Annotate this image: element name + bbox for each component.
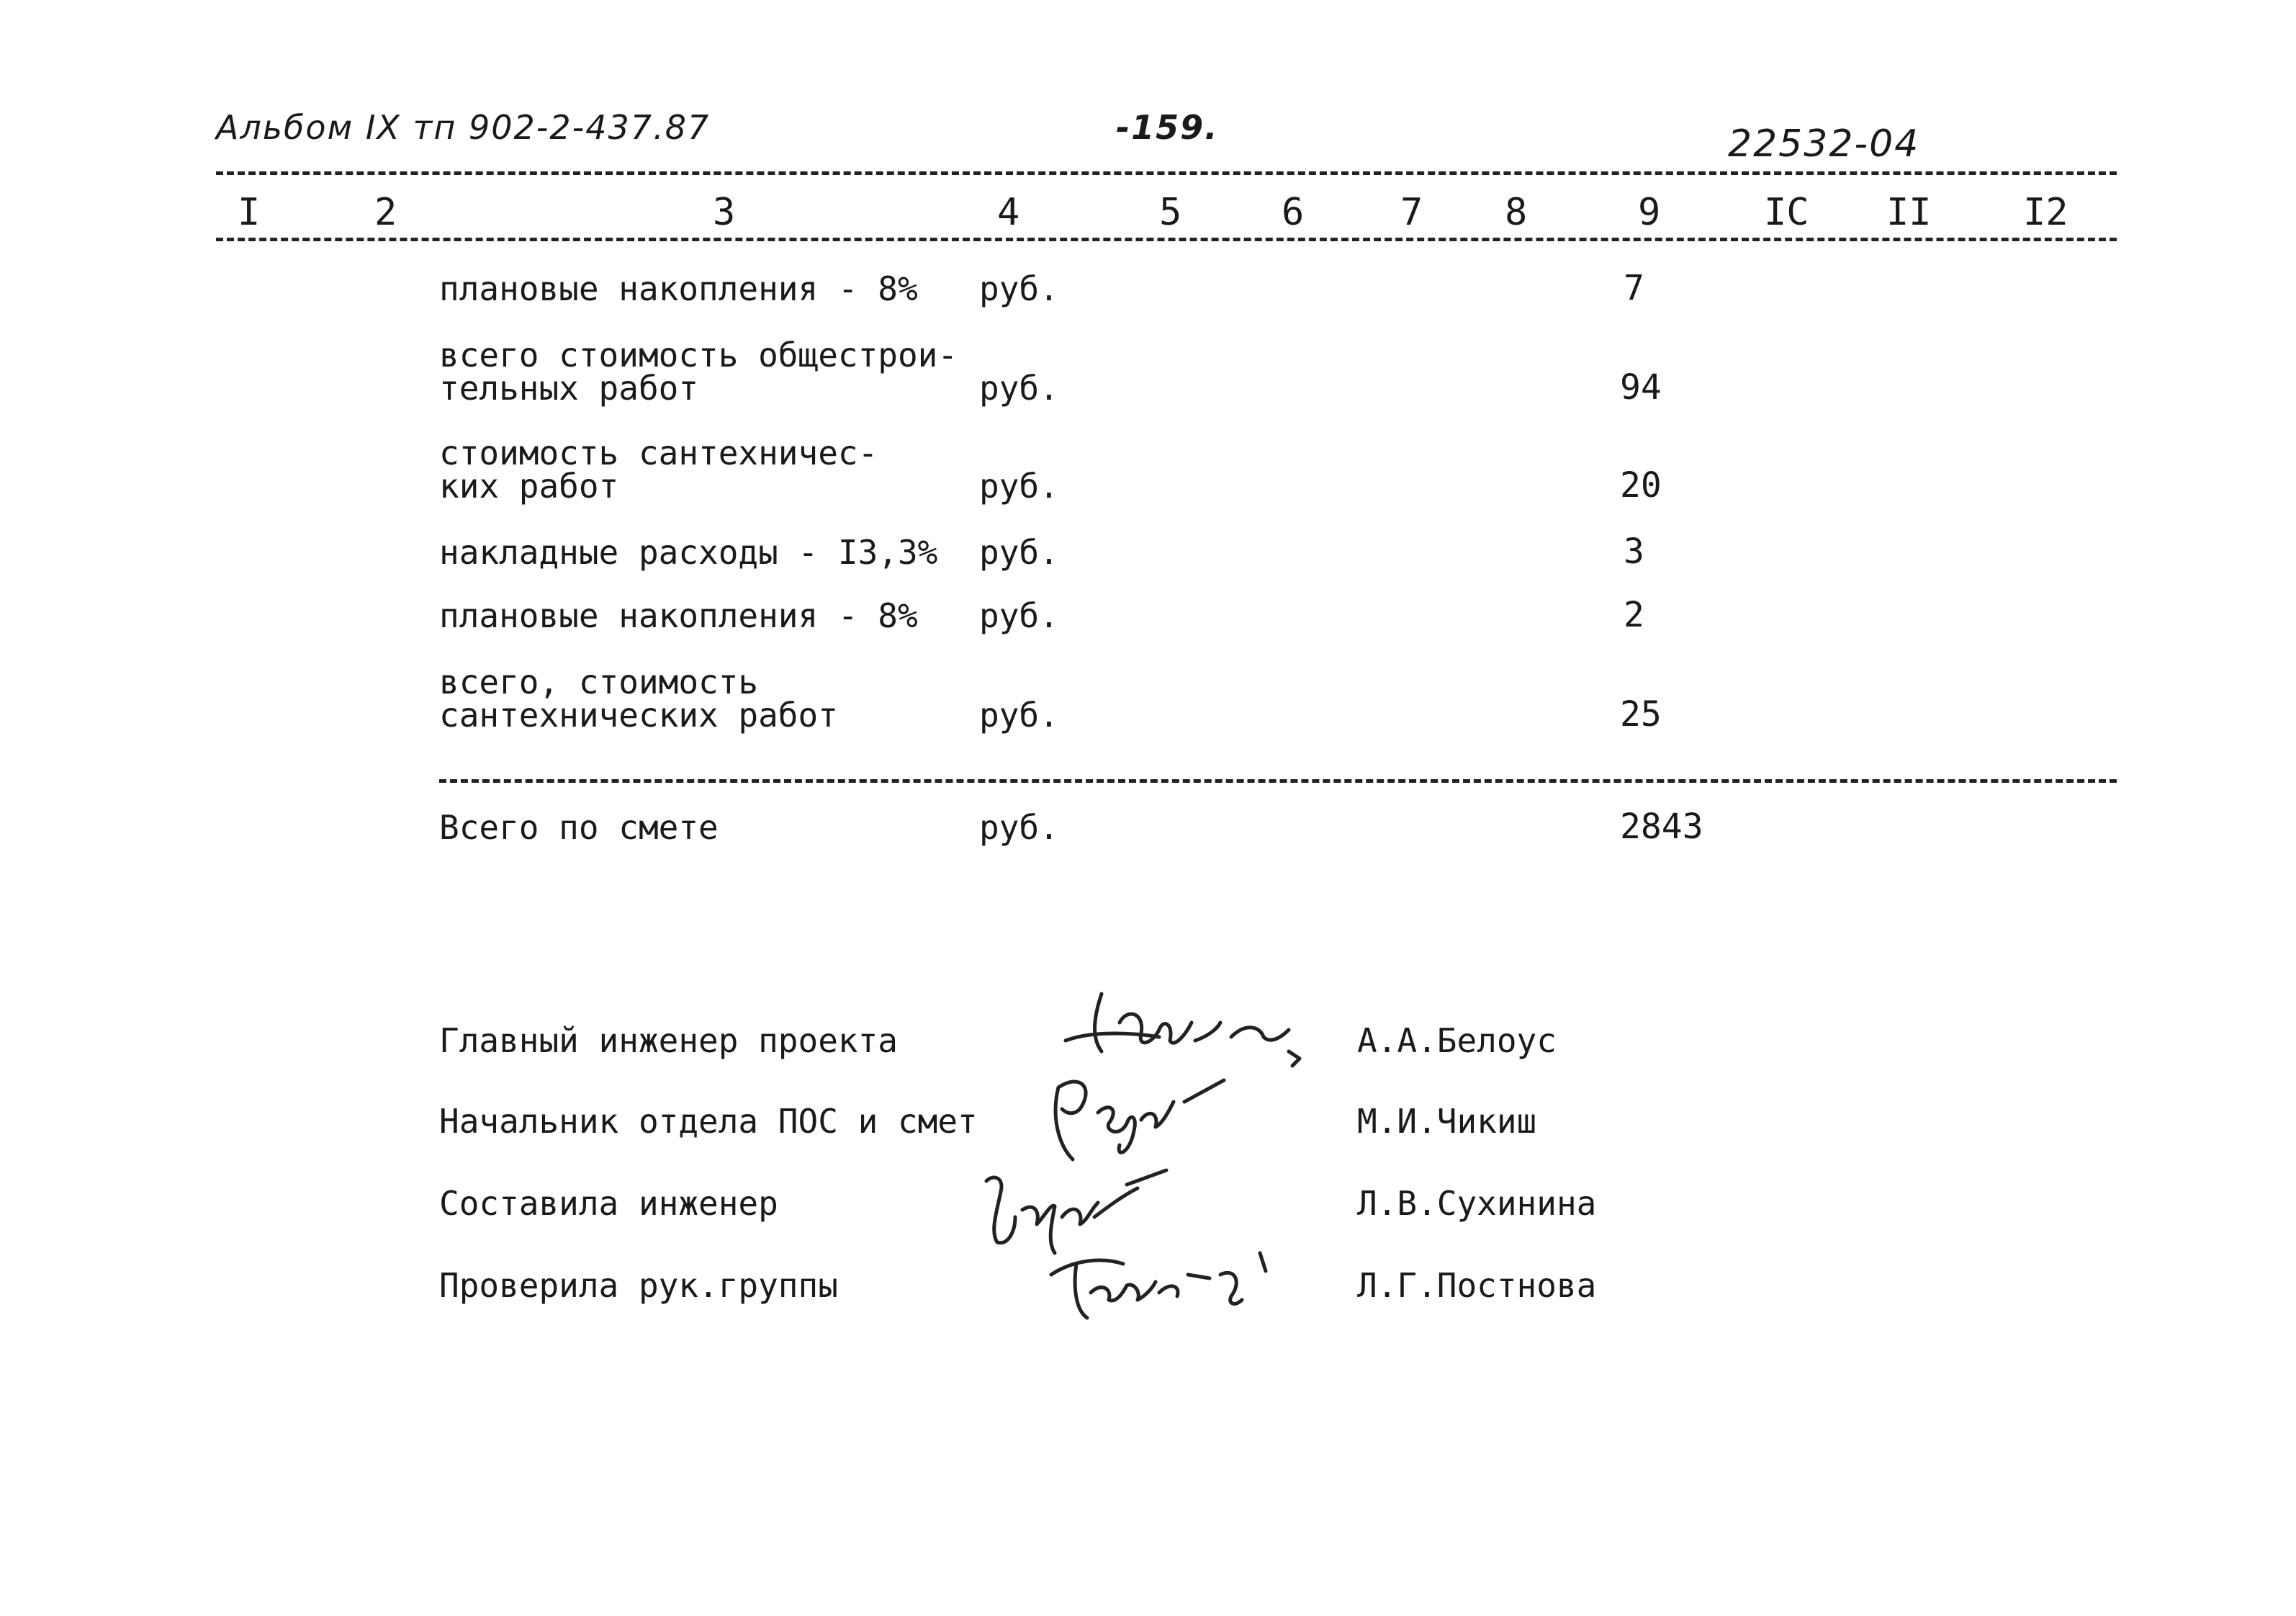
row-value: 7 xyxy=(1624,268,1644,308)
column-number: 9 xyxy=(1638,191,1661,234)
column-number: 7 xyxy=(1400,191,1423,234)
row-unit: руб. xyxy=(979,696,1059,735)
column-number: 2 xyxy=(374,191,397,234)
row-value: 2 xyxy=(1624,595,1644,635)
column-number: 6 xyxy=(1282,191,1305,234)
row-unit: руб. xyxy=(979,533,1059,572)
row-unit: руб. xyxy=(979,467,1059,506)
signer-name: М.И.Чикиш xyxy=(1357,1102,1537,1141)
signer-role: Проверила рук.группы xyxy=(439,1266,838,1305)
total-description: Всего по смете xyxy=(439,808,719,847)
document-code: 22532-04 xyxy=(1728,122,1920,166)
row-unit: руб. xyxy=(979,369,1059,408)
column-number: 4 xyxy=(997,191,1020,234)
signer-role: Составила инженер xyxy=(439,1184,778,1223)
signer-role: Начальник отдела ПОС и смет xyxy=(439,1102,978,1141)
page-number: -159. xyxy=(1116,108,1219,147)
total-separator xyxy=(439,779,2117,783)
row-description: накладные расходы - I3,3% xyxy=(439,533,938,572)
column-number: I xyxy=(238,191,261,234)
total-unit: руб. xyxy=(979,808,1059,847)
signer-name: А.А.Белоус xyxy=(1357,1021,1557,1060)
column-number: 3 xyxy=(713,191,736,234)
album-label: Альбом IX тп 902-2-437.87 xyxy=(216,108,711,147)
header-top-rule xyxy=(216,171,2117,175)
column-number: I2 xyxy=(2023,191,2068,234)
row-description: плановые накопления - 8% xyxy=(439,596,918,635)
row-description: всего стоимость общестрои- xyxy=(439,336,958,374)
row-description: тельных работ xyxy=(439,369,699,408)
row-unit: руб. xyxy=(979,596,1059,635)
signer-role: Главный инженер проекта xyxy=(439,1021,898,1060)
row-value: 25 xyxy=(1620,694,1662,735)
total-value: 2843 xyxy=(1620,807,1703,847)
row-description: сантехнических работ xyxy=(439,696,838,735)
signer-name: Л.В.Сухинина xyxy=(1357,1184,1597,1223)
column-number: 5 xyxy=(1159,191,1182,234)
column-number: II xyxy=(1886,191,1932,234)
row-description: ких работ xyxy=(439,467,619,506)
row-description: плановые накопления - 8% xyxy=(439,269,918,308)
row-description: всего, стоимость xyxy=(439,663,759,701)
header-bottom-rule xyxy=(216,238,2117,241)
row-description: стоимость сантехничес- xyxy=(439,434,878,472)
row-value: 3 xyxy=(1624,531,1644,572)
column-number: 8 xyxy=(1505,191,1528,234)
row-value: 94 xyxy=(1620,367,1662,408)
column-number: IC xyxy=(1764,191,1809,234)
row-unit: руб. xyxy=(979,269,1059,308)
row-value: 20 xyxy=(1620,465,1662,506)
signature-group-lead xyxy=(1037,1224,1296,1332)
signer-name: Л.Г.Постнова xyxy=(1357,1266,1597,1305)
